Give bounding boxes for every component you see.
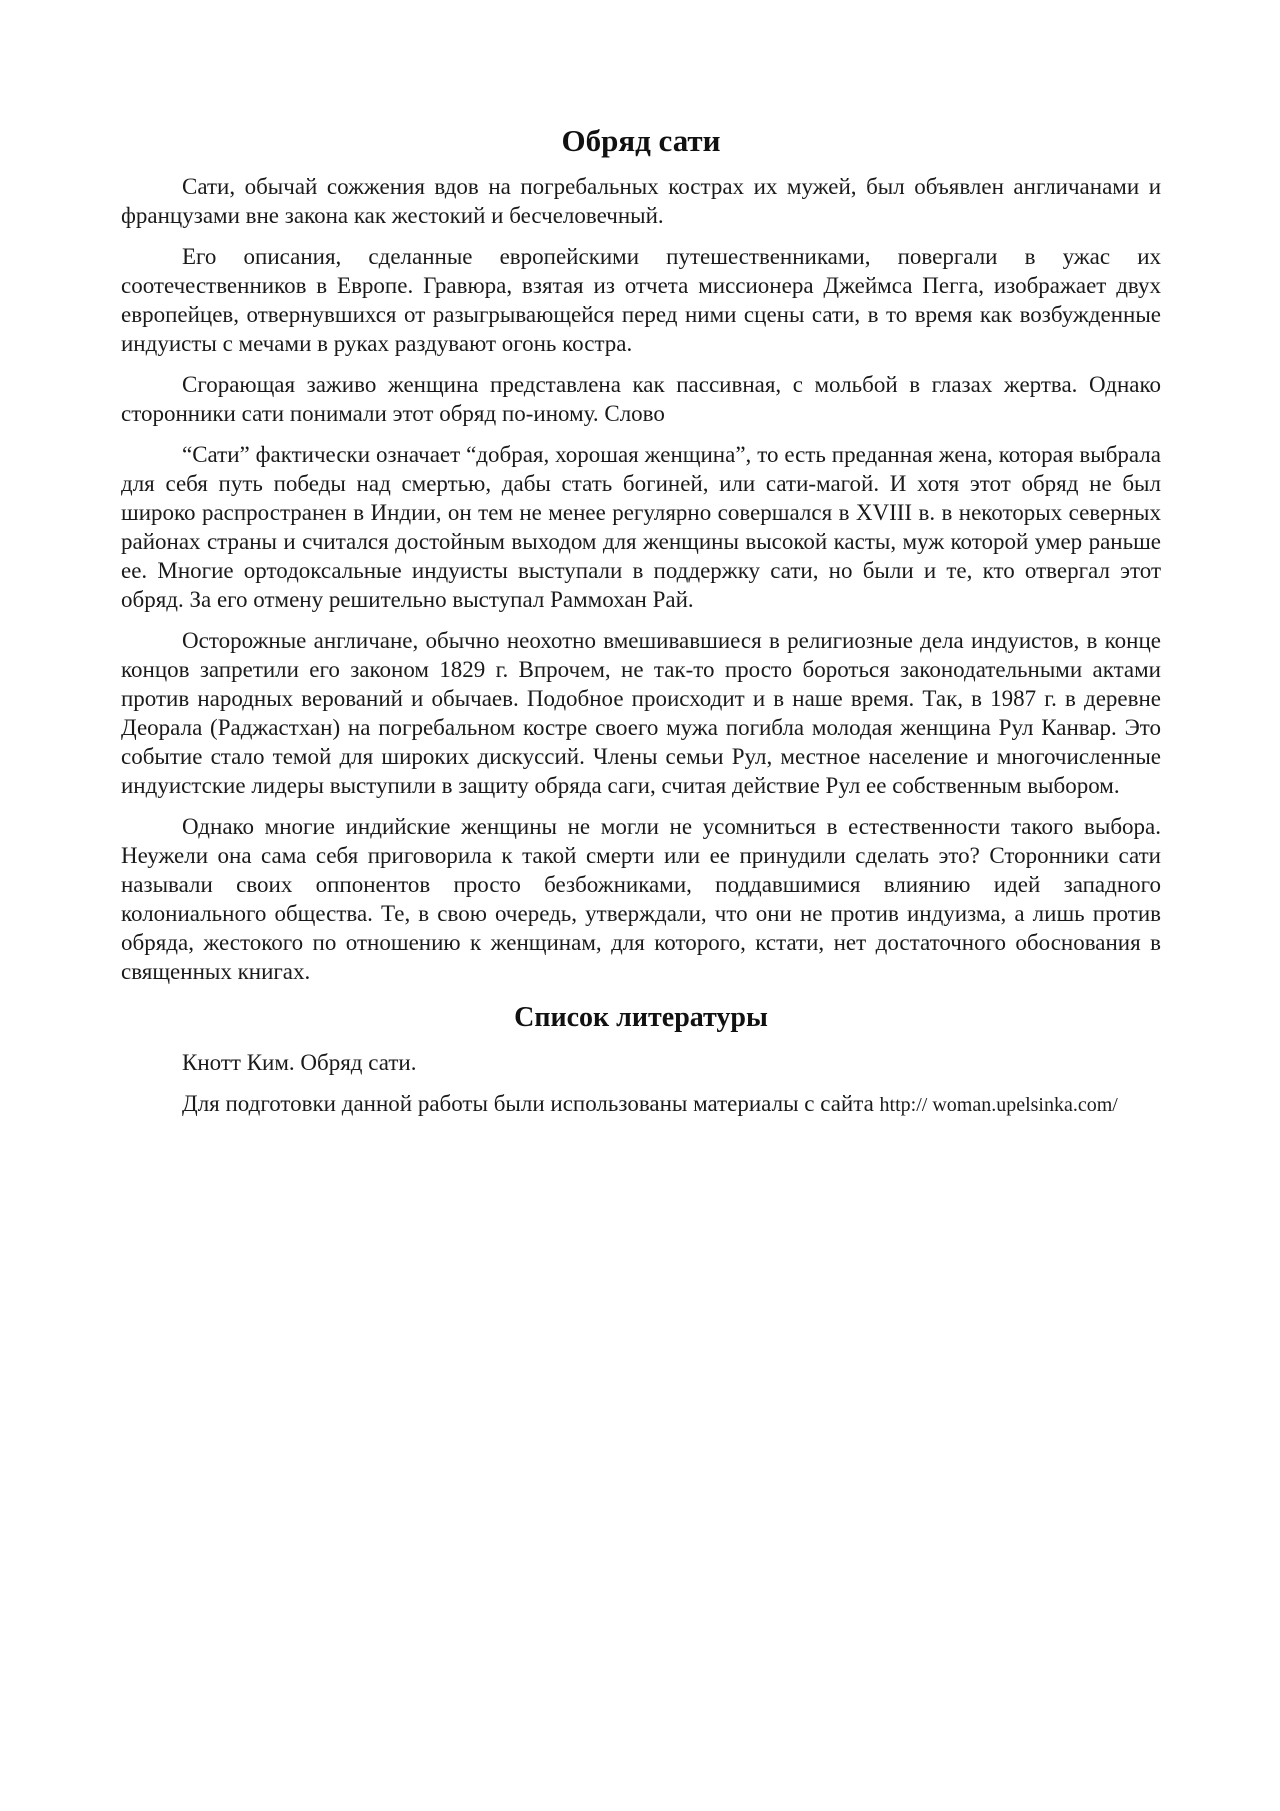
- document-page: [121, 120, 1161, 1132]
- reference-item: Кнотт Ким. Обряд сати.: [182, 1050, 417, 1075]
- paragraph-3: Сгорающая заживо женщина представлена как пассивная, с мольбой в глазах жертва. Однако сторонники сати понимали этот обряд по-иному. Слово: [121, 372, 1161, 426]
- source-text: Для подготовки данной работы были использованы материалы с сайта: [182, 1091, 874, 1116]
- document-title: Обряд сати: [561, 123, 721, 158]
- paragraph-5: Осторожные англичане, обычно неохотно вмешивавшиеся в религиозные дела индуистов, в конце концов запретили его законом 1829 г. Впрочем, не так-то просто бороться законодательными актами против народных верований и обычаев. Подобное происходит и в наше время. Так, в 1987 г. в деревне Деорала (Раджастхан) на погребальном костре своего мужа погибла молодая женщина Рул Канвар. Это событие стало темой для широких дискуссий. Члены семьи Рул, местное население и многочисленные индуистские лидеры выступили в защиту обряда саги, считая действие Рул ее собственным выбором.: [121, 628, 1161, 798]
- paragraph-6: Однако многие индийские женщины не могли не усомниться в естественности такого выбора. Неужели она сама себя приговорила к такой смерти или ее принудили сделать это? Сторонники сати называли своих оппонентов просто безбожниками, поддавшимися влиянию идей западного колониального общества. Те, в свою очередь, утверждали, что они не против индуизма, а лишь против обряда, жестокого по отношению к женщинам, для которого, кстати, нет достаточного обоснования в священных книгах.: [121, 814, 1161, 984]
- source-url: http:// woman.upelsinka.com/: [879, 1094, 1118, 1116]
- references-title: Список литературы: [514, 1002, 768, 1033]
- paragraph-1: Сати, обычай сожжения вдов на погребальных кострах их мужей, был объявлен англичанами и французами вне закона как жестокий и бесчеловечный.: [121, 174, 1161, 228]
- source-note: [121, 1089, 1161, 1120]
- paragraph-4: “Сати” фактически означает “добрая, хорошая женщина”, то есть преданная жена, которая выбрала для себя путь победы над смертью, дабы стать богиней, или сати-магой. И хотя этот обряд не был широко распространен в Индии, он тем не менее регулярно совершался в XVIII в. в некоторых северных районах страны и считался достойным выходом для женщины высокой касты, муж которой умер раньше ее. Многие ортодоксальные индуисты выступали в поддержку сати, но были и те, кто отвергал этот обряд. За его отмену решительно выступал Раммохан Рай.: [121, 442, 1161, 612]
- paragraph-2: Его описания, сделанные европейскими путешественниками, повергали в ужас их соотечественников в Европе. Гравюра, взятая из отчета миссионера Джеймса Пегга, изображает двух европейцев, отвернувшихся от разыгрывающейся перед ними сцены сати, в то время как возбужденные индуисты с мечами в руках раздувают огонь костра.: [121, 244, 1161, 356]
